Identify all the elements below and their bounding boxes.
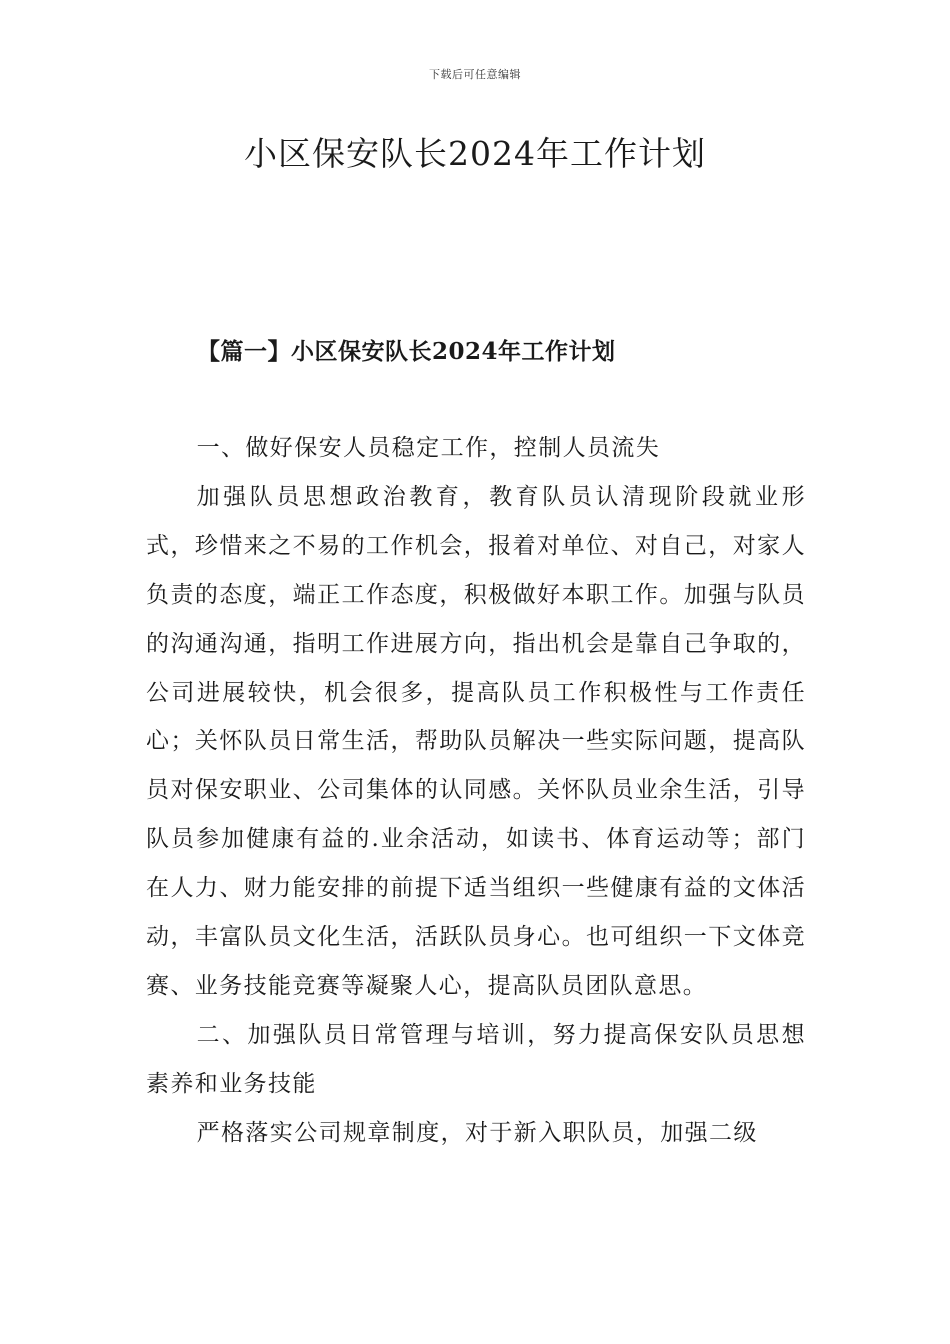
body-paragraph-2: 严格落实公司规章制度，对于新入职队员，加强二级 [196,1119,758,1146]
header-note: 下载后可任意编辑 [429,68,521,81]
document-body [146,424,806,1158]
heading-paragraph-1: 一、做好保安人员稳定工作，控制人员流失 [196,435,661,461]
body-paragraph-1: 加强队员思想政治教育，教育队员认清现阶段就业形式，珍惜来之不易的工作机会，报着对单位、对自己，对家人负责的态度，端正工作态度，积极做好本职工作。加强与队员的沟通沟通，指明工作进展方向，指出机会是靠自己争取的，公司进展较快，机会很多，提高队员工作积极性与工作责任心；关怀队员日常生活，帮助队员解决一些实际问题，提高队员对保安职业、公司集体的认同感。关怀队员业余生活，引导队员参加健康有益的.业余活动，如读书、体育运动等；部门在人力、财力能安排的前提下适当组织一些健康有益的文体活动，丰富队员文化生活，活跃队员身心。也可组织一下文体竞赛、业务技能竞赛等凝聚人心，提高队员团队意思。 [146,483,806,999]
heading-paragraph-2: 二、加强队员日常管理与培训，努力提高保安队员思想素养和业务技能 [146,1021,806,1097]
section-title: 【篇一】小区保安队长2024年工作计划 [197,338,616,365]
document-title: 小区保安队长2024年工作计划 [244,134,706,173]
